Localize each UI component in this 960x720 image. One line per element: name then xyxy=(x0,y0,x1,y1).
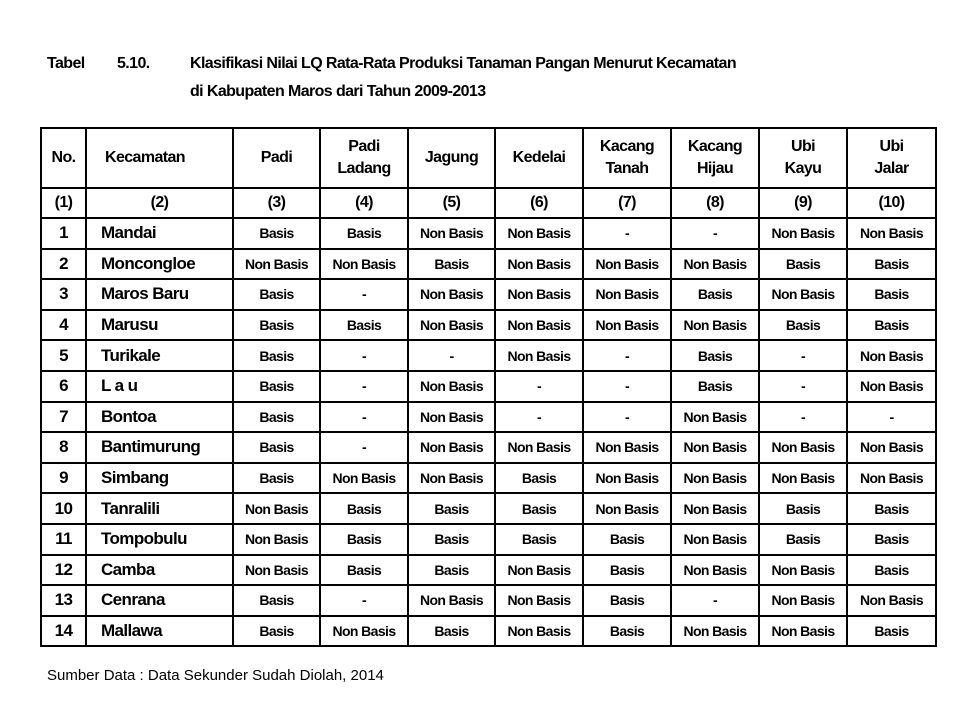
classification-cell: Non Basis xyxy=(671,524,759,555)
classification-cell: Non Basis xyxy=(408,432,495,463)
classification-cell: Basis xyxy=(495,493,583,524)
classification-cell: - xyxy=(320,340,408,371)
classification-cell: - xyxy=(583,218,671,249)
classification-cell: Non Basis xyxy=(408,371,495,402)
classification-cell: Basis xyxy=(847,524,936,555)
row-number: 11 xyxy=(41,524,86,555)
table-row xyxy=(41,463,936,494)
table-row xyxy=(41,279,936,310)
kecamatan-name: Simbang xyxy=(86,463,233,494)
classification-cell: Non Basis xyxy=(408,279,495,310)
classification-cell: Non Basis xyxy=(671,616,759,647)
classification-cell: - xyxy=(320,585,408,616)
table-row xyxy=(41,432,936,463)
classification-cell: Basis xyxy=(320,493,408,524)
classification-cell: Basis xyxy=(408,555,495,586)
column-index-row xyxy=(41,188,936,218)
kecamatan-name: Camba xyxy=(86,555,233,586)
kecamatan-name: Tanralili xyxy=(86,493,233,524)
row-number: 13 xyxy=(41,585,86,616)
table-row xyxy=(41,310,936,341)
column-index: (4) xyxy=(320,188,408,218)
classification-cell: Non Basis xyxy=(495,279,583,310)
row-number: 8 xyxy=(41,432,86,463)
column-index: (3) xyxy=(233,188,320,218)
column-index: (1) xyxy=(41,188,86,218)
row-number: 4 xyxy=(41,310,86,341)
column-header: Ubi Kayu xyxy=(759,128,847,188)
kecamatan-name: Mallawa xyxy=(86,616,233,647)
row-number: 14 xyxy=(41,616,86,647)
classification-cell: Basis xyxy=(233,585,320,616)
row-number: 1 xyxy=(41,218,86,249)
row-number: 5 xyxy=(41,340,86,371)
classification-cell: Non Basis xyxy=(495,310,583,341)
classification-cell: Basis xyxy=(320,524,408,555)
classification-cell: Basis xyxy=(233,371,320,402)
classification-cell: Basis xyxy=(233,463,320,494)
classification-cell: Non Basis xyxy=(408,585,495,616)
row-number: 10 xyxy=(41,493,86,524)
caption-line-1: Klasifikasi Nilai LQ Rata-Rata Produksi Tanaman Pangan Menurut Kecamatan xyxy=(190,55,736,72)
classification-cell: Basis xyxy=(495,524,583,555)
classification-cell: - xyxy=(583,340,671,371)
classification-cell: Basis xyxy=(847,555,936,586)
classification-cell: Basis xyxy=(759,493,847,524)
column-index: (7) xyxy=(583,188,671,218)
classification-cell: Non Basis xyxy=(495,585,583,616)
classification-cell: - xyxy=(320,402,408,433)
classification-cell: - xyxy=(495,402,583,433)
classification-cell: Non Basis xyxy=(495,218,583,249)
classification-cell: Basis xyxy=(583,555,671,586)
kecamatan-name: L a u xyxy=(86,371,233,402)
caption-number: 5.10. xyxy=(117,55,150,72)
classification-cell: Non Basis xyxy=(583,249,671,280)
classification-cell: Basis xyxy=(671,371,759,402)
column-header: Padi Ladang xyxy=(320,128,408,188)
classification-cell: Basis xyxy=(408,524,495,555)
classification-cell: Non Basis xyxy=(847,585,936,616)
column-header: Kacang Hijau xyxy=(671,128,759,188)
classification-cell: Basis xyxy=(233,402,320,433)
row-number: 2 xyxy=(41,249,86,280)
row-number: 9 xyxy=(41,463,86,494)
classification-cell: Non Basis xyxy=(408,218,495,249)
classification-cell: Non Basis xyxy=(583,493,671,524)
classification-cell: Non Basis xyxy=(495,555,583,586)
classification-cell: Non Basis xyxy=(759,585,847,616)
column-header: Jagung xyxy=(408,128,495,188)
classification-cell: - xyxy=(320,371,408,402)
table-row xyxy=(41,555,936,586)
classification-cell: Basis xyxy=(233,616,320,647)
classification-cell: Basis xyxy=(583,616,671,647)
column-index: (8) xyxy=(671,188,759,218)
classification-cell: - xyxy=(759,340,847,371)
source-note: Sumber Data : Data Sekunder Sudah Diolah, 2014 xyxy=(47,667,384,684)
classification-cell: - xyxy=(759,402,847,433)
column-index: (2) xyxy=(86,188,233,218)
table-row xyxy=(41,493,936,524)
classification-cell: Non Basis xyxy=(408,463,495,494)
row-number: 6 xyxy=(41,371,86,402)
classification-cell: Basis xyxy=(233,218,320,249)
table-row xyxy=(41,340,936,371)
column-index: (5) xyxy=(408,188,495,218)
column-header: Kecamatan xyxy=(86,128,233,188)
classification-cell: Non Basis xyxy=(495,432,583,463)
classification-cell: Basis xyxy=(583,524,671,555)
classification-cell: Basis xyxy=(759,310,847,341)
classification-cell: Non Basis xyxy=(847,371,936,402)
classification-cell: Non Basis xyxy=(847,218,936,249)
classification-cell: Non Basis xyxy=(759,616,847,647)
classification-cell: Basis xyxy=(847,310,936,341)
classification-cell: Basis xyxy=(233,432,320,463)
classification-cell: Non Basis xyxy=(583,463,671,494)
classification-cell: - xyxy=(408,340,495,371)
classification-cell: Non Basis xyxy=(233,555,320,586)
classification-cell: Non Basis xyxy=(671,432,759,463)
table-row xyxy=(41,249,936,280)
caption-label: Tabel xyxy=(47,55,85,72)
classification-cell: Basis xyxy=(408,249,495,280)
classification-cell: Basis xyxy=(847,249,936,280)
classification-cell: Basis xyxy=(847,279,936,310)
classification-cell: Non Basis xyxy=(233,524,320,555)
kecamatan-name: Mandai xyxy=(86,218,233,249)
table-row xyxy=(41,585,936,616)
classification-cell: Non Basis xyxy=(495,616,583,647)
classification-cell: Non Basis xyxy=(583,279,671,310)
column-header: No. xyxy=(41,128,86,188)
classification-cell: Non Basis xyxy=(671,555,759,586)
classification-cell: - xyxy=(671,585,759,616)
table-caption xyxy=(47,50,736,106)
classification-cell: - xyxy=(320,279,408,310)
table-row xyxy=(41,218,936,249)
classification-cell: Basis xyxy=(671,340,759,371)
classification-cell: Non Basis xyxy=(671,402,759,433)
classification-cell: Non Basis xyxy=(233,493,320,524)
classification-cell: Non Basis xyxy=(233,249,320,280)
classification-cell: Non Basis xyxy=(671,463,759,494)
kecamatan-name: Moncongloe xyxy=(86,249,233,280)
classification-cell: Basis xyxy=(671,279,759,310)
classification-cell: Non Basis xyxy=(671,249,759,280)
column-header: Kacang Tanah xyxy=(583,128,671,188)
classification-cell: Non Basis xyxy=(759,432,847,463)
classification-cell: Basis xyxy=(233,310,320,341)
classification-cell: - xyxy=(847,402,936,433)
column-header: Kedelai xyxy=(495,128,583,188)
classification-cell: Basis xyxy=(320,555,408,586)
column-index: (6) xyxy=(495,188,583,218)
kecamatan-name: Turikale xyxy=(86,340,233,371)
classification-cell: Non Basis xyxy=(583,432,671,463)
table-row xyxy=(41,371,936,402)
kecamatan-name: Cenrana xyxy=(86,585,233,616)
classification-cell: Non Basis xyxy=(671,493,759,524)
table-row xyxy=(41,524,936,555)
classification-cell: Non Basis xyxy=(320,463,408,494)
classification-cell: Non Basis xyxy=(847,340,936,371)
classification-cell: Basis xyxy=(233,279,320,310)
classification-cell: Non Basis xyxy=(408,310,495,341)
classification-cell: - xyxy=(583,402,671,433)
classification-cell: Basis xyxy=(847,616,936,647)
classification-cell: Non Basis xyxy=(408,402,495,433)
table-row xyxy=(41,616,936,647)
column-index: (10) xyxy=(847,188,936,218)
classification-cell: Basis xyxy=(759,249,847,280)
classification-cell: Basis xyxy=(583,585,671,616)
table-row xyxy=(41,402,936,433)
classification-cell: Non Basis xyxy=(847,432,936,463)
classification-cell: - xyxy=(759,371,847,402)
classification-cell: Basis xyxy=(320,310,408,341)
caption-line-2: di Kabupaten Maros dari Tahun 2009-2013 xyxy=(190,83,486,100)
column-index: (9) xyxy=(759,188,847,218)
classification-cell: Basis xyxy=(408,493,495,524)
kecamatan-name: Maros Baru xyxy=(86,279,233,310)
row-number: 7 xyxy=(41,402,86,433)
column-header: Padi xyxy=(233,128,320,188)
kecamatan-name: Bontoa xyxy=(86,402,233,433)
classification-cell: Non Basis xyxy=(495,340,583,371)
classification-cell: Non Basis xyxy=(759,218,847,249)
classification-cell: Non Basis xyxy=(495,249,583,280)
column-header: Ubi Jalar xyxy=(847,128,936,188)
classification-cell: Non Basis xyxy=(583,310,671,341)
classification-cell: Non Basis xyxy=(759,555,847,586)
classification-cell: Basis xyxy=(847,493,936,524)
lq-classification-table xyxy=(40,127,937,647)
classification-cell: Basis xyxy=(233,340,320,371)
row-number: 12 xyxy=(41,555,86,586)
classification-cell: - xyxy=(583,371,671,402)
classification-cell: Non Basis xyxy=(759,463,847,494)
classification-cell: Basis xyxy=(495,463,583,494)
classification-cell: - xyxy=(320,432,408,463)
kecamatan-name: Bantimurung xyxy=(86,432,233,463)
kecamatan-name: Tompobulu xyxy=(86,524,233,555)
classification-cell: Non Basis xyxy=(847,463,936,494)
classification-cell: Basis xyxy=(408,616,495,647)
classification-cell: Non Basis xyxy=(759,279,847,310)
classification-cell: Non Basis xyxy=(320,616,408,647)
row-number: 3 xyxy=(41,279,86,310)
classification-cell: - xyxy=(671,218,759,249)
classification-cell: Non Basis xyxy=(320,249,408,280)
classification-cell: Non Basis xyxy=(671,310,759,341)
classification-cell: - xyxy=(495,371,583,402)
header-row xyxy=(41,128,936,188)
kecamatan-name: Marusu xyxy=(86,310,233,341)
classification-cell: Basis xyxy=(759,524,847,555)
classification-cell: Basis xyxy=(320,218,408,249)
